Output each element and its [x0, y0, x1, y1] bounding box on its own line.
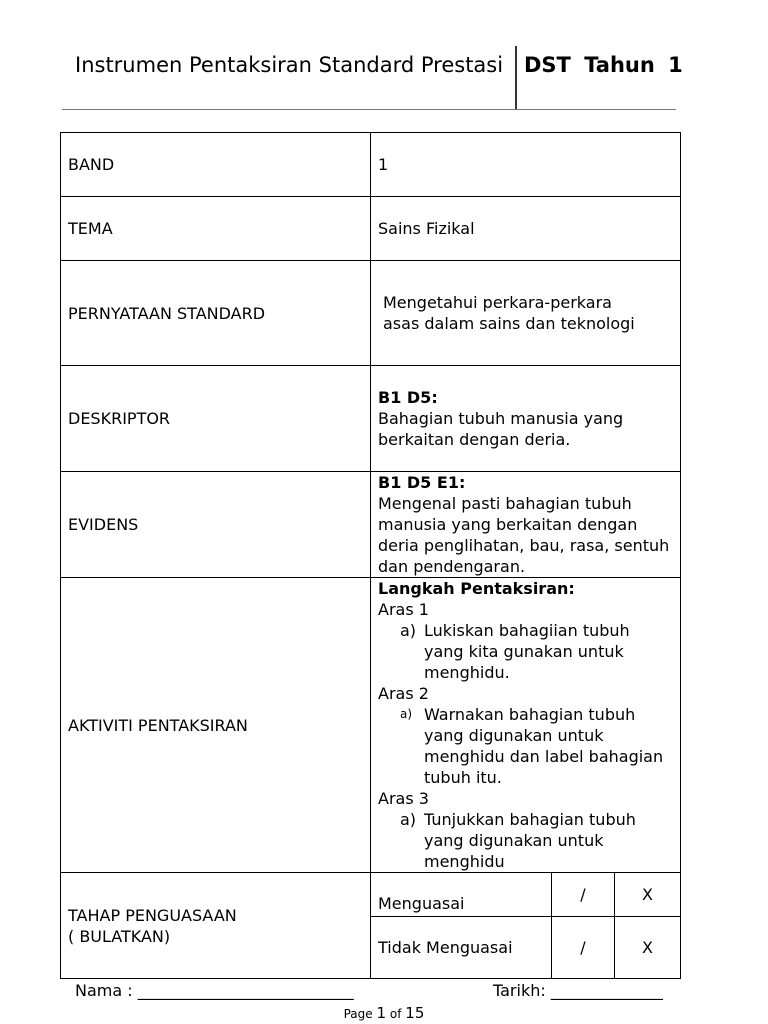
document-level: DST Tahun 1	[524, 53, 683, 77]
aras-1-steps	[378, 620, 673, 683]
aras-1-name: Aras 1	[378, 600, 429, 619]
deskriptor-code: B1 D5:	[378, 388, 438, 407]
row-aktiviti	[61, 578, 681, 873]
band-label: BAND	[61, 133, 371, 197]
document-title: Instrumen Pentaksiran Standard Prestasi	[75, 53, 504, 77]
assessment-table	[60, 132, 681, 979]
aras-3-text: Tunjukkan bahagian tubuh yang digunakan untuk menghidu	[424, 810, 636, 871]
pernyataan-label: PERNYATAAN STANDARD	[61, 261, 371, 366]
row-pernyataan	[61, 261, 681, 366]
evidens-label: EVIDENS	[61, 472, 371, 578]
row-deskriptor	[61, 366, 681, 472]
document-header	[62, 46, 683, 110]
page-current: 1	[376, 1004, 387, 1022]
page-total: 15	[405, 1004, 425, 1022]
aras-3-marker: a)	[400, 810, 417, 829]
option-tidak-menguasai-tick[interactable]: /	[552, 917, 615, 979]
row-menguasai	[61, 873, 681, 917]
tarikh-field[interactable]: Tarikh: ______________	[493, 981, 663, 1000]
header-rule	[62, 109, 676, 110]
tema-value: Sains Fizikal	[371, 197, 681, 261]
aras-2-steps	[378, 704, 673, 788]
aras-2-marker: a)	[400, 707, 413, 721]
nama-field[interactable]: Nama : ___________________________	[75, 981, 354, 1000]
band-value: 1	[371, 133, 681, 197]
deskriptor-label: DESKRIPTOR	[61, 366, 371, 472]
page-of: of	[389, 1007, 402, 1021]
aras-1-text: Lukiskan bahagiian tubuh yang kita gunakan untuk menghidu.	[424, 621, 630, 682]
option-tidak-menguasai-label: Tidak Menguasai	[371, 917, 552, 979]
option-menguasai-tick[interactable]: /	[552, 873, 615, 917]
aras-2-text: Warnakan bahagian tubuh yang digunakan untuk menghidu dan label bahagian tubuh itu.	[424, 705, 664, 787]
aras-3-name: Aras 3	[378, 789, 429, 808]
header-divider	[515, 46, 517, 110]
option-menguasai-cross[interactable]: X	[615, 873, 681, 917]
aktiviti-label: AKTIVITI PENTAKSIRAN	[61, 578, 371, 873]
aktiviti-heading: Langkah Pentaksiran:	[378, 579, 575, 598]
evidens-code: B1 D5 E1:	[378, 473, 466, 492]
aras-3-step	[378, 809, 673, 872]
tahap-sublabel: ( BULATKAN)	[68, 926, 171, 946]
aras-2-step	[378, 704, 673, 788]
row-tema	[61, 197, 681, 261]
row-band	[61, 133, 681, 197]
deskriptor-value: Bahagian tubuh manusia yang berkaitan dengan deria.	[378, 409, 624, 449]
aras-1-marker: a)	[400, 621, 417, 640]
tema-label: TEMA	[61, 197, 371, 261]
option-menguasai-label: Menguasai	[371, 873, 552, 917]
tahap-label: TAHAP PENGUASAAN	[68, 905, 237, 925]
aras-2-name: Aras 2	[378, 684, 429, 703]
page-number	[0, 1004, 768, 1023]
aras-3-steps	[378, 809, 673, 872]
page-prefix: Page	[343, 1007, 373, 1021]
aras-1-step	[378, 620, 673, 683]
option-tidak-menguasai-cross[interactable]: X	[615, 917, 681, 979]
pernyataan-value: Mengetahui perkara-perkara asas dalam sains dan teknologi	[383, 293, 635, 333]
evidens-value: Mengenal pasti bahagian tubuh manusia yang berkaitan dengan deria penglihatan, bau, rasa, sentuh dan pendengaran.	[378, 494, 670, 576]
row-evidens	[61, 472, 681, 578]
